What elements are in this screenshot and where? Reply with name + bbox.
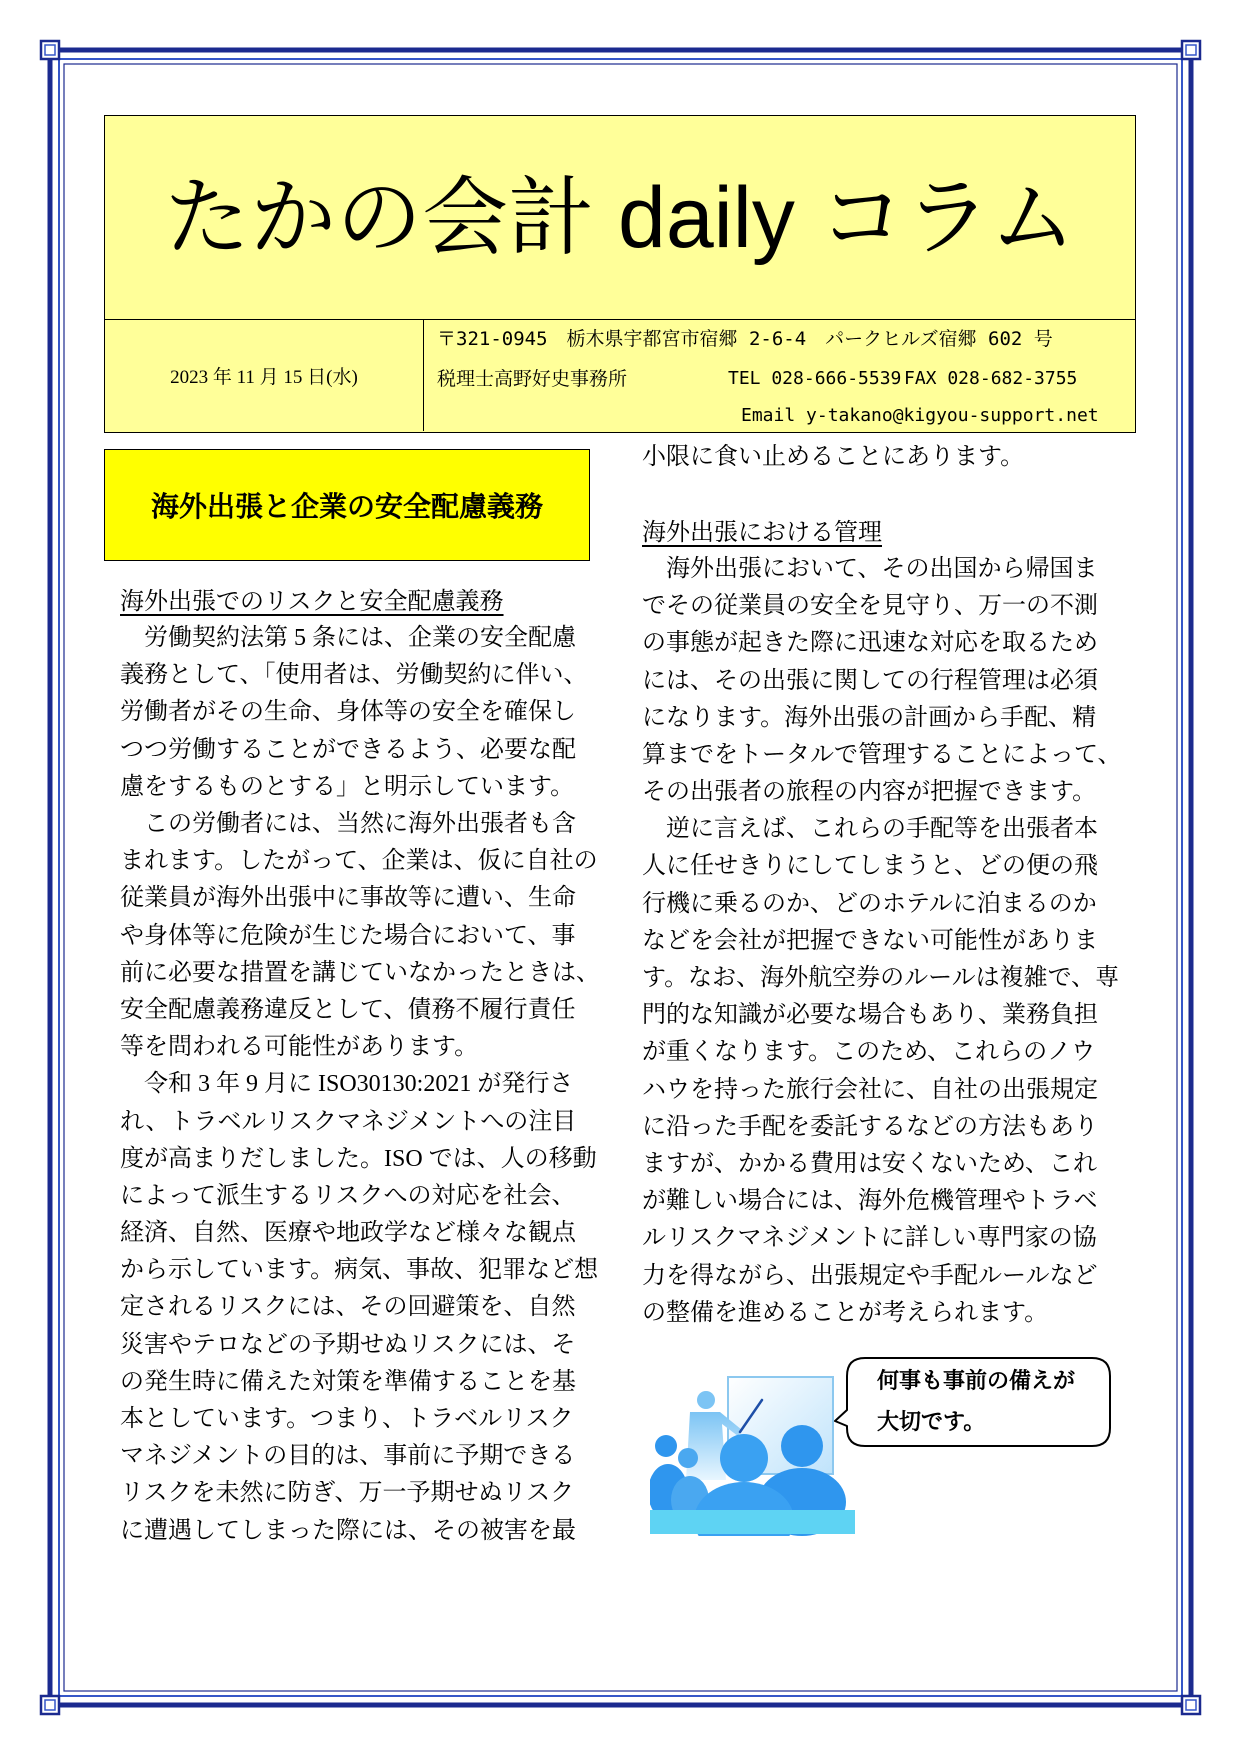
section-heading: 海外出張における管理 xyxy=(642,517,882,546)
office-tel: TEL 028-666-5539 xyxy=(728,368,902,389)
text-line: 令和 3 年 9 月に ISO30130:2021 が発行さ xyxy=(120,1071,574,1098)
text-line: 経済、自然、医療や地政学など様々な観点 xyxy=(120,1220,576,1247)
speech-bubble xyxy=(830,1350,1120,1455)
text-line: の整備を進めることが考えられます。 xyxy=(642,1299,1049,1326)
text-line: 算までをトータルで管理することによって、 xyxy=(642,741,1122,768)
right-column xyxy=(642,439,1137,1332)
newsletter-title: たかの会計 daily コラム xyxy=(164,169,1076,266)
office-fax: FAX 028-682-3755 xyxy=(904,368,1078,389)
text-line: ますが、かかる費用は安くないため、これ xyxy=(642,1150,1098,1177)
text-line: になります。海外出張の計画から手配、精 xyxy=(642,704,1097,731)
text-line: や身体等に危険が生じた場合において、事 xyxy=(120,922,576,949)
masthead xyxy=(104,115,1136,433)
border-corner-bottom-left xyxy=(41,1696,59,1714)
text-line: 等を問われる可能性があります。 xyxy=(120,1034,479,1061)
text-line: 災害やテロなどの予期せぬリスクには、そ xyxy=(120,1331,576,1358)
text-line: 安全配慮義務違反として、債務不履行責任 xyxy=(120,996,576,1023)
text-line: まれます。したがって、企業は、仮に自社の xyxy=(120,848,598,875)
text-line: 力を得ながら、出張規定や手配ルールなど xyxy=(642,1262,1098,1289)
text-line: の事態が起きた際に迅速な対応を取るため xyxy=(642,630,1098,657)
office-address: 〒321-0945 栃木県宇都宮市宿郷 2-6-4 パークヒルズ宿郷 602 号 xyxy=(437,328,1053,350)
text-line: が難しい場合には、海外危機管理やトラベ xyxy=(642,1188,1098,1215)
date-cell xyxy=(105,320,424,431)
callout-line: 何事も事前の備えが xyxy=(877,1369,1076,1394)
text-line: から示しています。病気、事故、犯罪など想 xyxy=(120,1257,599,1284)
text-line: に沿った手配を委託するなどの方法もあり xyxy=(642,1113,1098,1140)
text-line: 行機に乗るのか、どのホテルに泊まるのか xyxy=(642,890,1097,917)
meeting-table xyxy=(650,1510,855,1534)
section-heading: 海外出張でのリスクと安全配慮義務 xyxy=(120,586,504,615)
text-line: リスクを未然に防ぎ、万一予期せぬリスク xyxy=(120,1480,575,1507)
text-line: その出張者の旅程の内容が把握できます。 xyxy=(642,779,1097,806)
border-corner-bottom-right xyxy=(1182,1696,1200,1714)
text-line: には、その出張に関しての行程管理は必須 xyxy=(642,667,1098,694)
text-line: でその従業員の安全を見守り、万一の不測 xyxy=(642,593,1098,620)
text-line: 度が高まりだしました。ISO では、人の移動 xyxy=(120,1145,597,1172)
callout-line: 大切です。 xyxy=(877,1410,986,1435)
masthead-title-row xyxy=(105,116,1135,320)
meeting-illustration xyxy=(650,1360,860,1536)
text-line: 海外出張において、その出国から帰国ま xyxy=(642,555,1098,582)
text-line: に遭遇してしまった際には、その被害を最 xyxy=(120,1517,576,1544)
blank-line xyxy=(642,477,1137,514)
text-line: れ、トラベルリスクマネジメントへの注目 xyxy=(120,1108,577,1135)
text-line: などを会社が把握できない可能性がありま xyxy=(642,927,1098,954)
text-line: 義務として、「使用者は、労働契約に伴い、 xyxy=(120,662,588,689)
text-line: 前に必要な措置を講じていなかったときは、 xyxy=(120,959,600,986)
text-line: が重くなります。このため、これらのノウ xyxy=(642,1039,1096,1066)
office-email: Email y-takano@kigyou-support.net xyxy=(741,405,1099,426)
text-line: 逆に言えば、これらの手配等を出張者本 xyxy=(642,816,1098,843)
border-corner-top-left xyxy=(41,41,59,59)
text-line: 慮をするものとする」と明示しています。 xyxy=(120,773,575,800)
article-title: 海外出張と企業の安全配慮義務 xyxy=(150,490,543,523)
text-line: マネジメントの目的は、事前に予期できる xyxy=(120,1443,576,1470)
issue-date: 2023 年 11 月 15 日(水) xyxy=(170,367,358,388)
text-line: ルリスクマネジメントに詳しい専門家の協 xyxy=(642,1225,1097,1252)
text-line: 小限に食い止めることにあります。 xyxy=(642,444,1025,471)
text-line: 定されるリスクには、その回避策を、自然 xyxy=(120,1294,576,1321)
text-line: ハウを持った旅行会社に、自社の出張規定 xyxy=(642,1076,1098,1103)
text-line: 門的な知識が必要な場合もあり、業務負担 xyxy=(642,1002,1098,1029)
text-line: 労働者がその生命、身体等の安全を確保し xyxy=(120,699,576,726)
text-line: 従業員が海外出張中に事故等に遭い、生命 xyxy=(120,885,576,912)
text-line: この労働者には、当然に海外出張者も含 xyxy=(120,811,576,838)
text-line: 人に任せきりにしてしまうと、どの便の飛 xyxy=(642,853,1098,880)
text-line: の発生時に備えた対策を準備することを基 xyxy=(120,1368,576,1395)
text-line: 本としています。つまり、トラベルリスク xyxy=(120,1406,574,1433)
text-line: によって派生するリスクへの対応を社会、 xyxy=(120,1182,576,1209)
text-line: す。なお、海外航空券のルールは複雑で、専 xyxy=(642,965,1120,992)
office-name: 税理士高野好史事務所 xyxy=(437,368,628,390)
left-column xyxy=(120,583,612,1550)
border-corner-top-right xyxy=(1182,41,1200,59)
text-line: つつ労働することができるよう、必要な配 xyxy=(120,736,576,763)
text-line: 労働契約法第 5 条には、企業の安全配慮 xyxy=(120,625,576,652)
article-title-box xyxy=(104,449,590,561)
